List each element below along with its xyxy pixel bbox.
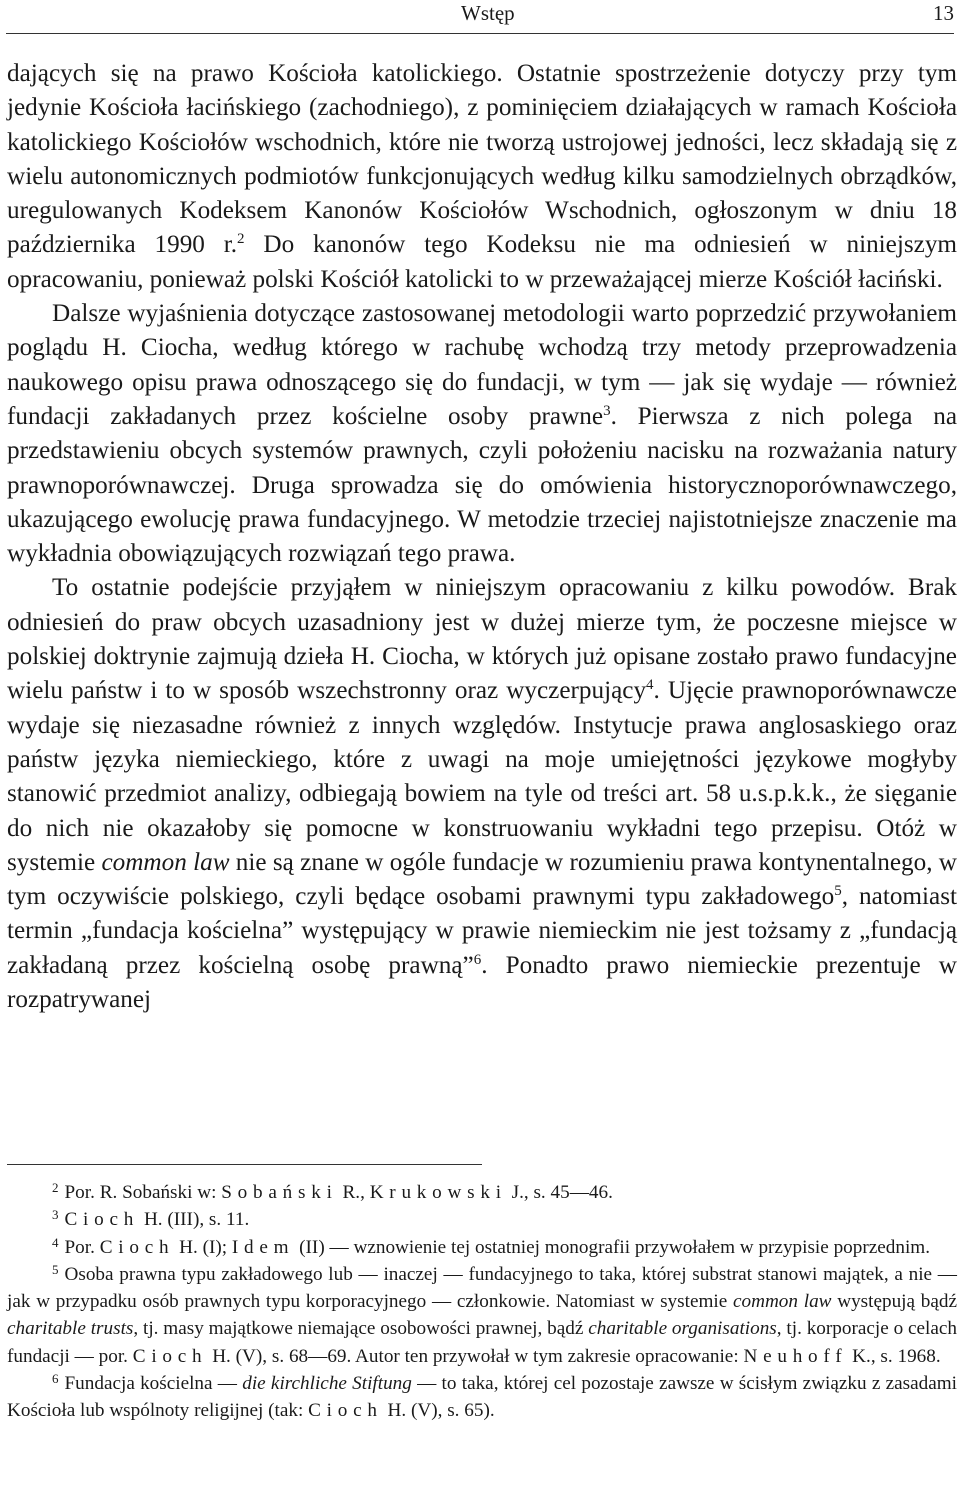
- text-run: — to taka, której cel pozostaje zawsze w ścisłym związku z zasadami Kościoła lub wspólnoty religijnej (tak:: [7, 1373, 957, 1422]
- footnote-2: [7, 1179, 957, 1206]
- footnote-ref-2[interactable]: 2: [237, 231, 245, 248]
- text-run: Osoba prawna typu zakładowego lub — inaczej — fundacyjnego to taka, której substrat stanowi majątek, a nie — jak w przypadku osób prawnych typu korporacyjnego — członkowie. Natomiast w systemie: [7, 1263, 957, 1313]
- text-run: Por.: [64, 1236, 100, 1258]
- author-name: Cioch: [64, 1209, 140, 1231]
- text-run: . Pierwsza z nich polega na przedstawieniu obcych systemów prawnych, czyli położeniu nacisku na rozważania natury prawnoporównawczej. Druga sprowadza się do omówienia historycznoporównawczego, ukazującego ewolucję prawa fundacyjnego. W metodzie trzeciej najistotniejsze znaczenie ma wykładnia obowiązujących rozwiązań tego prawa.: [7, 402, 957, 568]
- footnote-ref-4[interactable]: 4: [646, 677, 654, 694]
- text-run: nie są znane w ogóle fundacje w rozumieniu prawa kontynentalnego, w tym oczywiście polskiego, czyli będące osobami prawnymi typu zakładowego: [7, 848, 957, 911]
- text-run: . Ujęcie prawnoporównawcze wydaje się niezasadne również z innych względów. Instytucje prawa anglosaskiego oraz państw języka niemieckiego, które z uwagi na moje umiejętności językowe mogłyby stanowić przedmiot analizy, odbiegają bowiem na tyle od treści art. 58 u.s.p.k.k., że sięganie do nich nie okazałoby się pomocne w konstruowaniu wykładni tego przepisu. Otóż w systemie: [7, 677, 957, 876]
- text-run: J., s. 45—46.: [506, 1182, 613, 1203]
- text-run: występują bądź: [831, 1291, 957, 1313]
- footnote-ref-3[interactable]: 3: [603, 402, 611, 419]
- running-title: Wstęp: [461, 1, 515, 25]
- text-run: K., s. 1968.: [847, 1345, 941, 1367]
- footnote-5: [7, 1261, 957, 1370]
- text-run: , natomiast termin „fundacja kościelna” występujący w prawie niemieckim nie jest tożsamy z „fundacją zakładaną przez kościelną osobę prawną”: [7, 883, 957, 979]
- text-run: H. (V), s. 65).: [382, 1400, 495, 1422]
- text-run: , tj. korporacje o celach fundacji — por.: [7, 1318, 957, 1367]
- text-run: Dalsze wyjaśnienia dotyczące zastosowanej metodologii warto poprzedzić przywołaniem poglądu H. Ciocha, według którego w rachubę wchodzą trzy metody przeprowadzenia naukowego opisu prawa odnoszącego się do fundacji, w tym — jak się wydaje — również fundacji zakładanych przez kościelne osoby prawne: [7, 300, 957, 430]
- author-name: Cioch: [99, 1236, 175, 1258]
- footnote-ref-6[interactable]: 6: [473, 951, 482, 968]
- footnote-number: 6: [52, 1371, 59, 1387]
- author-name: Sobański: [221, 1182, 338, 1203]
- author-name: Idem: [231, 1236, 295, 1258]
- running-header: [6, 0, 954, 34]
- italic-term: charitable organisations: [588, 1318, 777, 1340]
- footnote-ref-5[interactable]: 5: [834, 883, 842, 900]
- main-text: [7, 57, 957, 1017]
- author-name: Neuhoff: [743, 1345, 848, 1367]
- text-run: R.,: [337, 1182, 370, 1203]
- italic-term: common law: [101, 848, 230, 876]
- text-run: . Ponadto prawo niemieckie prezentuje w rozpatrywanej: [7, 951, 957, 1014]
- text-run: H. (III), s. 11.: [139, 1209, 250, 1231]
- footnote-6: [7, 1370, 957, 1425]
- text-run: Do kanonów tego Kodeksu nie ma odniesień w niniejszym opracowaniu, ponieważ polski Kościół katolicki to w przeważającej mierze Kościół łaciński.: [7, 231, 957, 293]
- text-run: H. (I);: [174, 1236, 232, 1258]
- text-run: (II) — wznowienie tej ostatniej monografii przywołałem w przypisie poprzednim.: [294, 1236, 931, 1258]
- text-run: H. (V), s. 68—69. Autor ten przywołał w tym zakresie opracowanie:: [207, 1345, 744, 1367]
- footnote-number: 2: [52, 1180, 59, 1195]
- text-run: Fundacja kościelna —: [64, 1373, 243, 1395]
- text-run: To ostatnie podejście przyjąłem w niniejszym opracowaniu z kilku powodów. Brak odniesień do praw obcych uzasadniony jest w dużej mierze tym, że poczesne miejsce w polskiej doktrynie zajmują dzieła H. Ciocha, w których już opisane zostało prawo fundacyjne wielu państw i to w sposób wszechstronny oraz wyczerpujący: [7, 574, 957, 705]
- footnote-separator: [7, 1164, 482, 1165]
- author-name: Cioch: [308, 1400, 383, 1422]
- paragraph-1: [7, 57, 957, 297]
- footnote-3: [7, 1206, 957, 1233]
- footnotes: [7, 1179, 957, 1425]
- italic-term: charitable trusts: [7, 1318, 134, 1340]
- footnote-number: 3: [52, 1207, 59, 1223]
- text-run: Por. R. Sobański w:: [64, 1182, 222, 1203]
- footnote-number: 4: [52, 1234, 59, 1250]
- footnote-4: [7, 1234, 957, 1261]
- italic-term: common law: [732, 1291, 832, 1313]
- paragraph-3: [7, 571, 957, 1017]
- text-run: , tj. masy majątkowe niemające osobowości prawnej, bądź: [133, 1318, 589, 1340]
- page-number: 13: [933, 1, 954, 25]
- paragraph-2: [7, 297, 957, 571]
- footnote-number: 5: [52, 1261, 59, 1277]
- italic-term: die kirchliche Stiftung: [242, 1373, 412, 1395]
- author-name: Cioch: [132, 1345, 208, 1367]
- author-name: Krukowski: [369, 1182, 507, 1203]
- text-run: dających się na prawo Kościoła katolickiego. Ostatnie spostrzeżenie dotyczy przy tym jedynie Kościoła łacińskiego (zachodniego), z pominięciem działających w ramach Kościoła katolickiego Kościołów wschodnich, które nie tworzą ustrojowej jedności, lecz składają się z wielu autonomicznych podmiotów funkcjonujących według kilku samodzielnych obrządków, uregulowanych Kodeksem Kanonów Kościołów Wschodnich, ogłoszonym w dniu 18 października 1990 r.: [7, 60, 957, 259]
